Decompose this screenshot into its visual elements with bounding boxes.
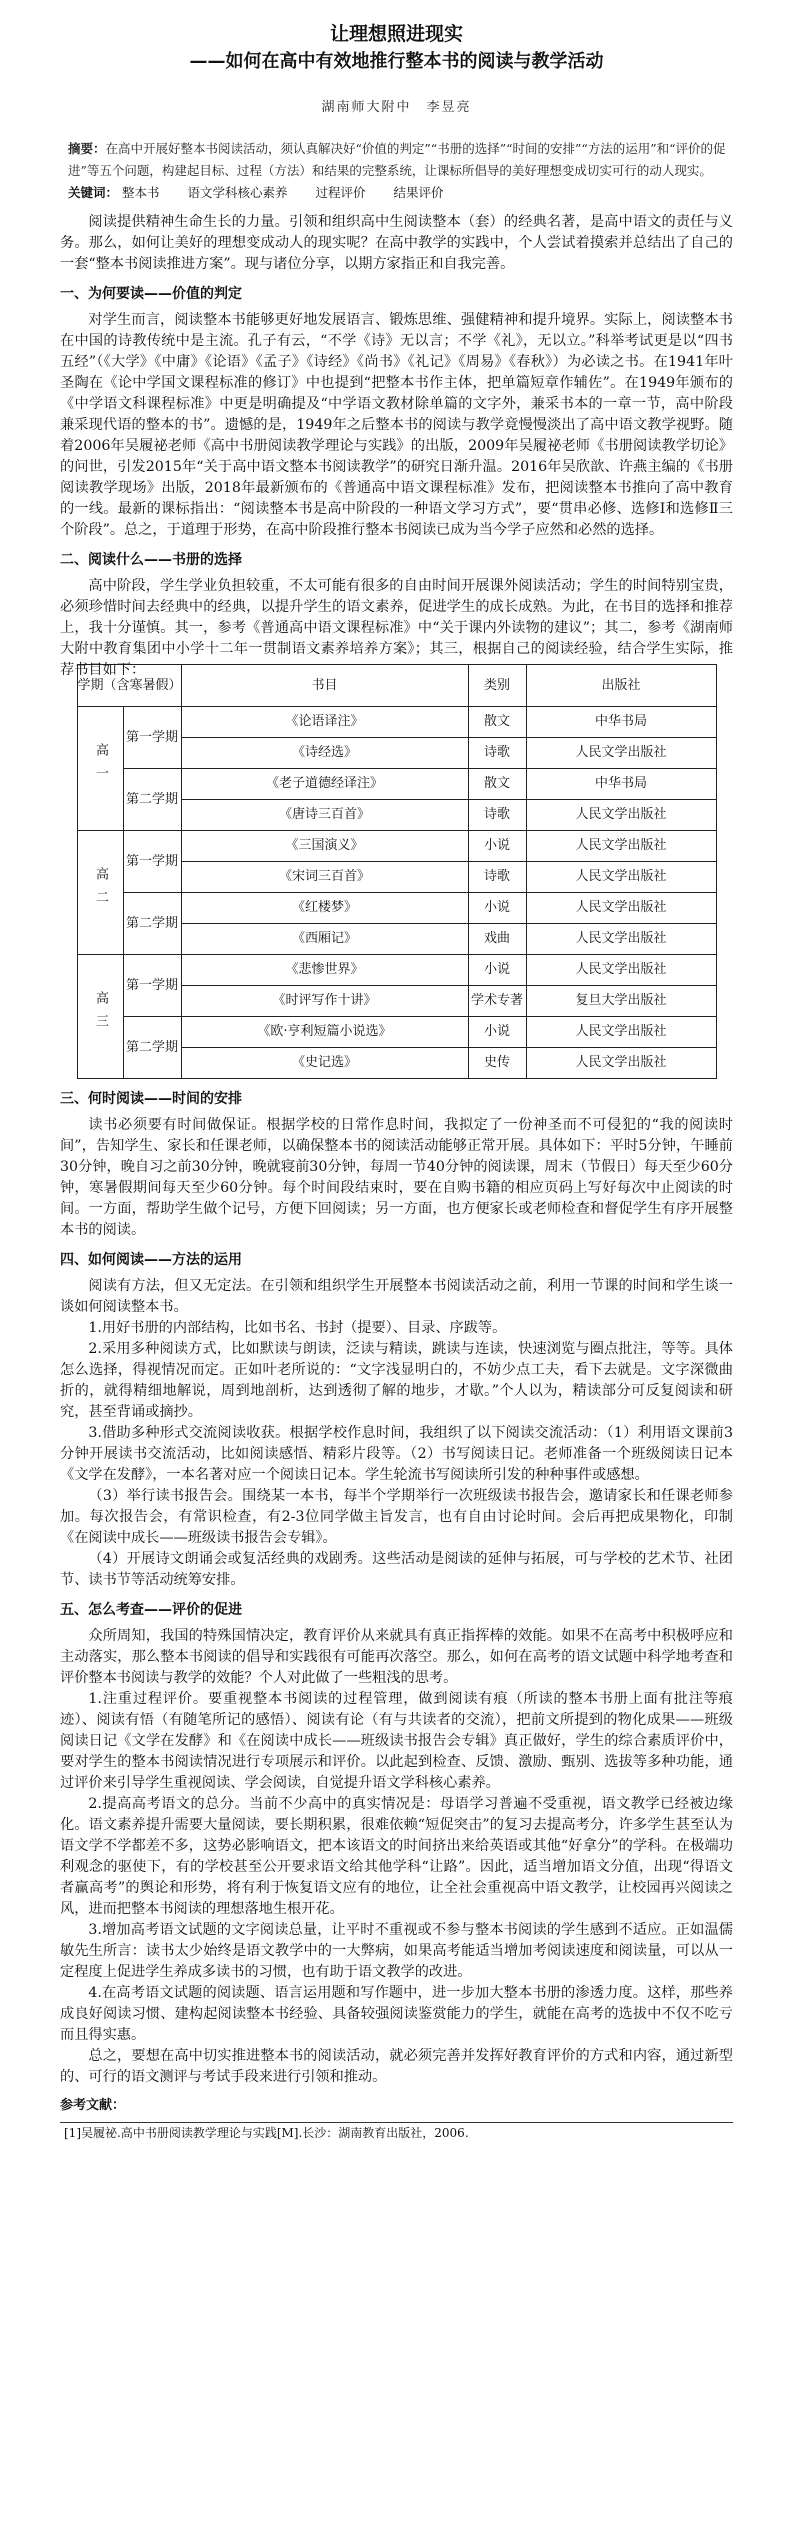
publisher-cell: 人民文学出版社 (526, 893, 716, 924)
keyword: 语文学科核心素养 (187, 185, 288, 200)
category-cell: 史传 (468, 1048, 526, 1079)
book-cell: 《红楼梦》 (181, 893, 468, 924)
table-row (77, 955, 716, 986)
publisher-cell: 人民文学出版社 (526, 831, 716, 862)
category-cell: 诗歌 (468, 862, 526, 893)
book-cell: 《论语译注》 (181, 707, 468, 738)
grade-label: 高三 (93, 991, 108, 1037)
header-category: 类别 (468, 665, 526, 707)
keyword: 结果评价 (393, 185, 444, 200)
category-cell: 小说 (468, 893, 526, 924)
book-cell: 《史记选》 (181, 1048, 468, 1079)
section-4-paragraph: （3）举行读书报告会。围绕某一本书，每半个学期举行一次班级读书报告会，邀请家长和任课老师参加。每次报告会，有常识检查，有2-3位同学做主旨发言，也有自由讨论时间。会后再把成果物化，印制《在阅读中成长——班级读书报告会专辑》。 (60, 1488, 733, 1546)
section-2-paragraph: 高中阶段，学生学业负担较重，不太可能有很多的自由时间开展课外阅读活动；学生的时间特别宝贵，必须珍惜时间去经典中的经典，以提升学生的语文素养，促进学生的成长成熟。为此，在书目的选择和推荐上，我十分谨慎。其一，参考《普通高中语文课程标准》中“关于课内外读物的建议”；其二，参考《湖南师大附中教育集团中小学十二年一贯制语文素养培养方案》；其三，根据自己的阅读经验，结合学生实际，推荐书目如下： (60, 578, 733, 678)
book-table-body (77, 707, 716, 1079)
book-cell: 《宋词三百首》 (181, 862, 468, 893)
keywords (60, 182, 733, 204)
reference-item: [1]吴履祕.高中书册阅读教学理论与实践[M].长沙：湖南教育出版社，2006. (64, 2126, 469, 2140)
section-heading-2: 二、阅读什么——书册的选择 (60, 552, 242, 568)
keyword: 过程评价 (315, 185, 366, 200)
section-heading-5: 五、怎么考查——评价的促进 (60, 1602, 242, 1618)
section-heading-3: 三、何时阅读——时间的安排 (60, 1091, 242, 1107)
intro-paragraph: 阅读提供精神生命生长的力量。引领和组织高中生阅读整本（套）的经典名著，是高中语文的责任与义务。那么，如何让美好的理想变成动人的现实呢？在高中教学的实践中，个人尝试着摸索并总结出了自己的一套“整本书阅读推进方案”。现与诸位分享，以期方家指正和自我完善。 (60, 214, 733, 272)
publisher-cell: 人民文学出版社 (526, 955, 716, 986)
keyword: 整本书 (122, 185, 160, 200)
section-5-paragraph: 2.提高高考语文的总分。当前不少高中的真实情况是：母语学习普遍不受重视，语文教学已经被边缘化。语文素养提升需要大量阅读，要长期积累，很难依赖“短促突击”的复习去提高考分，许多学生甚至认为语文学不学都差不多，这势必影响语文，把本该语文的时间挤出来给英语或其他“好拿分”的学科。在极端功利观念的驱使下，有的学校甚至公开要求语文给其他学科“让路”。因此，适当增加语文分值，出现“得语文者赢高考”的舆论和形势，将有利于恢复语文应有的地位，让全社会重视高中语文教学，让校园再兴阅读之风，进而把整本书阅读的理想落地生根开花。 (60, 1796, 733, 1917)
header-publisher: 出版社 (526, 665, 716, 707)
grade-cell (77, 831, 123, 955)
table-row (77, 1017, 716, 1048)
grade-label: 高一 (93, 743, 108, 789)
term-cell: 第一学期 (123, 955, 181, 1017)
book-cell: 《诗经选》 (181, 738, 468, 769)
author-line: 湖南师大附中 李昱亮 (321, 100, 472, 115)
book-cell: 《时评写作十讲》 (181, 986, 468, 1017)
table-row (77, 769, 716, 800)
abstract (60, 138, 733, 182)
section-4-paragraph: 3.借助多种形式交流阅读收获。根据学校作息时间，我组织了以下阅读交流活动：（1）利用语文课前3分钟开展读书交流活动，比如阅读感悟、精彩片段等。（2）书写阅读日记。老师准备一个班级阅读日记本《文学在发酵》，一本名著对应一个阅读日记本。学生轮流书写阅读所引发的种种事件或感想。 (60, 1425, 733, 1483)
article-title: 让理想照进现实 (329, 23, 463, 45)
section-4-paragraph: 2.采用多种阅读方式，比如默读与朗读，泛读与精读，跳读与连读，快速浏览与圈点批注，等等。具体怎么选择，得视情况而定。正如叶老所说的：“文字浅显明白的，不妨少点工夫，看下去就是。文字深微曲折的，就得精细地解说，周到地剖析，达到透彻了解的地步，才歇。”个人以为，精读部分可反复阅读和研究，甚至背诵或摘抄。 (60, 1341, 733, 1420)
header-book: 书目 (181, 665, 468, 707)
category-cell: 诗歌 (468, 800, 526, 831)
table-header-row (77, 665, 716, 707)
section-5-paragraph: 1.注重过程评价。要重视整本书阅读的过程管理，做到阅读有痕（所读的整本书册上面有批注等痕迹）、阅读有悟（有随笔所记的感悟）、阅读有论（有与共读者的交流），把前文所提到的物化成果——班级阅读日记《文学在发酵》和《在阅读中成长——班级读书报告会专辑》真正做好，学生的综合素质评价中，要对学生的整本书阅读情况进行专项展示和评价。以此起到检查、反馈、激励、甄别、选拔等多种功能，通过评价来引导学生重视阅读、学会阅读，自觉提升语文学科核心素养。 (60, 1691, 733, 1791)
category-cell: 小说 (468, 831, 526, 862)
category-cell: 学术专著 (468, 986, 526, 1017)
section-1-paragraph: 对学生而言，阅读整本书能够更好地发展语言、锻炼思维、强健精神和提升境界。实际上，阅读整本书在中国的诗教传统中是主流。孔子有云，“不学《诗》无以言；不学《礼》，无以立。”科举考试更是以“四书五经”（《大学》《中庸》《论语》《孟子》《诗经》《尚书》《礼记》《周易》《春秋》）为必读之书。在1941年叶圣陶在《论中学国文课程标准的修订》中也提到“把整本书作主体，把单篇短章作辅佐”。在1949年颁布的《中学语文科课程标准》中更是明确提及“中学语文教材除单篇的文字外，兼采书本的一章一节，高中阶段兼采现代语的整本的书”。遗憾的是，1949年之后整本书的阅读与教学竟慢慢淡出了高中语文教学视野。随着2006年吴履祕老师《高中书册阅读教学理论与实践》的出版，2009年吴履祕老师《书册阅读教学切论》的问世，引发2015年“关于高中语文整本书阅读教学”的研究日渐升温。2016年吴欣歆、许燕主编的《书册阅读教学现场》出版，2018年最新颁布的《普通高中语文课程标准》发布，把阅读整本书推向了高中教育的一线。最新的课标指出：“阅读整本书是高中阶段的一种语文学习方式”，要“贯串必修、选修Ⅰ和选修Ⅱ三个阶段”。总之，于道理于形势，在高中阶段推行整本书阅读已成为当今学子应然和必然的选择。 (60, 312, 733, 538)
abstract-label: 摘要： (68, 141, 106, 156)
section-heading-4: 四、如何阅读——方法的运用 (60, 1252, 242, 1268)
publisher-cell: 中华书局 (526, 707, 716, 738)
term-cell: 第二学期 (123, 893, 181, 955)
category-cell: 戏曲 (468, 924, 526, 955)
table-row (77, 893, 716, 924)
category-cell: 散文 (468, 707, 526, 738)
book-cell: 《三国演义》 (181, 831, 468, 862)
book-list-table (77, 664, 717, 1079)
book-cell: 《唐诗三百首》 (181, 800, 468, 831)
book-cell: 《欧·亨利短篇小说选》 (181, 1017, 468, 1048)
abstract-text: 在高中开展好整本书阅读活动，须认真解决好“价值的判定”“书册的选择”“时间的安排”“方法的运用”和“评价的促进”等五个问题，构建起目标、过程（方法）和结果的完整系统，让课标所倡导的美好理想变成切实可行的动人现实。 (68, 141, 726, 178)
publisher-cell: 人民文学出版社 (526, 800, 716, 831)
keywords-label: 关键词： (68, 185, 119, 200)
publisher-cell: 人民文学出版社 (526, 738, 716, 769)
table-row (77, 707, 716, 738)
category-cell: 散文 (468, 769, 526, 800)
publisher-cell: 人民文学出版社 (526, 924, 716, 955)
section-5-paragraph: 总之，要想在高中切实推进整本书的阅读活动，就必须完善并发挥好教育评价的方式和内容，通过新型的、可行的语文测评与考试手段来进行引领和推动。 (60, 2048, 733, 2085)
book-cell: 《西厢记》 (181, 924, 468, 955)
term-cell: 第一学期 (123, 707, 181, 769)
section-5-paragraph: 众所周知，我国的特殊国情决定，教育评价从来就具有真正指挥棒的效能。如果不在高考中积极呼应和主动落实，那么整本书阅读的倡导和实践很有可能再次落空。那么，如何在高考的语文试题中科学地考查和评价整本书阅读与教学的效能？个人对此做了一些粗浅的思考。 (60, 1628, 733, 1686)
grade-cell (77, 707, 123, 831)
term-cell: 第二学期 (123, 769, 181, 831)
book-cell: 《悲惨世界》 (181, 955, 468, 986)
publisher-cell: 复旦大学出版社 (526, 986, 716, 1017)
section-4-paragraph: 阅读有方法，但又无定法。在引领和组织学生开展整本书阅读活动之前，利用一节课的时间和学生谈一谈如何阅读整本书。 (60, 1278, 733, 1315)
category-cell: 小说 (468, 955, 526, 986)
section-3-paragraph: 读书必须要有时间做保证。根据学校的日常作息时间，我拟定了一份神圣而不可侵犯的“我的阅读时间”，告知学生、家长和任课老师，以确保整本书的阅读活动能够正常开展。具体如下：平时5分钟，午睡前30分钟，晚自习之前30分钟，晚就寝前30分钟，每周一节40分钟的阅读课，周末（节假日）每天至少60分钟，寒暑假期间每天至少60分钟。每个时间段结束时，要在自购书籍的相应页码上写好每次中止阅读的时间。一方面，帮助学生做个记号，方便下回阅读；另一方面，也方便家长或老师检查和督促学生有序开展整本书的阅读。 (60, 1117, 733, 1238)
publisher-cell: 人民文学出版社 (526, 1017, 716, 1048)
grade-cell (77, 955, 123, 1079)
category-cell: 小说 (468, 1017, 526, 1048)
grade-label: 高二 (93, 867, 108, 913)
section-4-paragraph: （4）开展诗文朗诵会或复活经典的戏剧秀。这些活动是阅读的延伸与拓展，可与学校的艺术节、社团节、读书节等活动统筹安排。 (60, 1551, 733, 1588)
book-cell: 《老子道德经译注》 (181, 769, 468, 800)
section-heading-1: 一、为何要读——价值的判定 (60, 286, 242, 302)
article-subtitle: ——如何在高中有效地推行整本书的阅读与教学活动 (189, 51, 604, 72)
table-row (77, 831, 716, 862)
publisher-cell: 人民文学出版社 (526, 862, 716, 893)
term-cell: 第二学期 (123, 1017, 181, 1079)
section-5-paragraph: 3.增加高考语文试题的文字阅读总量，让平时不重视或不参与整本书阅读的学生感到不适应。正如温儒敏先生所言：读书太少始终是语文教学中的一大弊病，如果高考能适当增加考阅读速度和阅读量，可以从一定程度上促进学生养成多读书的习惯，也有助于语文教学的改进。 (60, 1922, 733, 1980)
category-cell: 诗歌 (468, 738, 526, 769)
references-title: 参考文献： (60, 2098, 126, 2113)
section-4-paragraph: 1.用好书册的内部结构，比如书名、书封（提要）、目录、序跋等。 (88, 1320, 507, 1336)
publisher-cell: 人民文学出版社 (526, 1048, 716, 1079)
publisher-cell: 中华书局 (526, 769, 716, 800)
term-cell: 第一学期 (123, 831, 181, 893)
section-5-paragraph: 4.在高考语文试题的阅读题、语言运用题和写作题中，进一步加大整本书册的渗透力度。这样，那些养成良好阅读习惯、建构起阅读整本书经验、具备较强阅读鉴赏能力的学生，就能在高考的选拔中不仅不吃亏而且得实惠。 (60, 1985, 733, 2043)
header-grade-term: 学期（含寒暑假） (77, 665, 181, 707)
